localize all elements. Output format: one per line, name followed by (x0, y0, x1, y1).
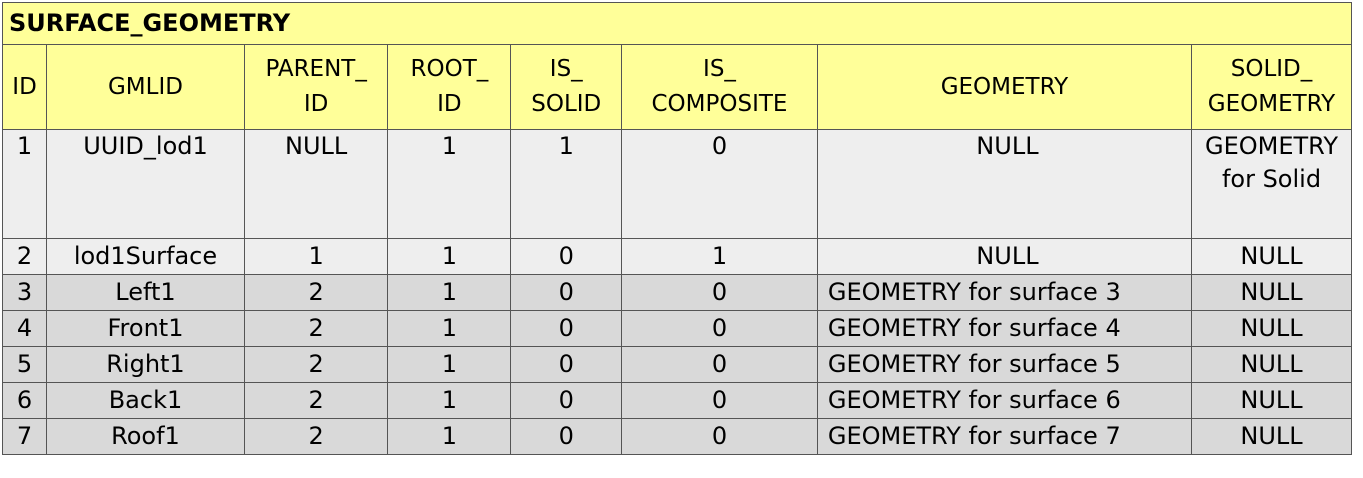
cell-id: 2 (3, 239, 47, 275)
cell-solid-geometry: GEOMETRY for Solid (1192, 130, 1352, 239)
cell-geometry: NULL (817, 239, 1191, 275)
cell-gmlid: UUID_lod1 (47, 130, 245, 239)
cell-is-composite: 0 (622, 275, 818, 311)
cell-is-composite: 1 (622, 239, 818, 275)
cell-is-composite: 0 (622, 130, 818, 239)
cell-solid-geometry: NULL (1192, 419, 1352, 455)
column-header-parent-id: PARENT_ ID (244, 45, 388, 130)
cell-is-composite: 0 (622, 347, 818, 383)
cell-is-solid: 0 (511, 419, 622, 455)
column-header-is-composite: IS_ COMPOSITE (622, 45, 818, 130)
cell-id: 6 (3, 383, 47, 419)
cell-is-composite: 0 (622, 419, 818, 455)
table-header-row (3, 45, 1352, 130)
cell-geometry: GEOMETRY for surface 7 (817, 419, 1191, 455)
cell-gmlid: Left1 (47, 275, 245, 311)
surface-geometry-table-wrapper (2, 2, 1352, 455)
cell-is-solid: 1 (511, 130, 622, 239)
cell-geometry: GEOMETRY for surface 6 (817, 383, 1191, 419)
table-title-row (3, 3, 1352, 45)
column-header-solid-geometry: SOLID_ GEOMETRY (1192, 45, 1352, 130)
cell-is-composite: 0 (622, 311, 818, 347)
cell-gmlid: Roof1 (47, 419, 245, 455)
cell-parent-id: 2 (244, 275, 388, 311)
cell-root-id: 1 (388, 275, 511, 311)
cell-gmlid: Back1 (47, 383, 245, 419)
cell-parent-id: 2 (244, 419, 388, 455)
table-title: SURFACE_GEOMETRY (3, 3, 1352, 45)
cell-solid-geometry: NULL (1192, 383, 1352, 419)
cell-is-solid: 0 (511, 275, 622, 311)
cell-is-solid: 0 (511, 383, 622, 419)
column-header-geometry: GEOMETRY (817, 45, 1191, 130)
cell-is-solid: 0 (511, 239, 622, 275)
cell-solid-geometry: NULL (1192, 347, 1352, 383)
cell-root-id: 1 (388, 419, 511, 455)
cell-root-id: 1 (388, 311, 511, 347)
cell-gmlid: lod1Surface (47, 239, 245, 275)
table-row (3, 239, 1352, 275)
cell-is-composite: 0 (622, 383, 818, 419)
cell-id: 5 (3, 347, 47, 383)
cell-gmlid: Front1 (47, 311, 245, 347)
cell-geometry: NULL (817, 130, 1191, 239)
cell-root-id: 1 (388, 383, 511, 419)
cell-id: 3 (3, 275, 47, 311)
cell-solid-geometry: NULL (1192, 311, 1352, 347)
cell-geometry: GEOMETRY for surface 3 (817, 275, 1191, 311)
table-row (3, 347, 1352, 383)
table-row (3, 311, 1352, 347)
cell-is-solid: 0 (511, 311, 622, 347)
cell-id: 4 (3, 311, 47, 347)
cell-id: 7 (3, 419, 47, 455)
cell-is-solid: 0 (511, 347, 622, 383)
cell-parent-id: NULL (244, 130, 388, 239)
cell-parent-id: 2 (244, 347, 388, 383)
cell-solid-geometry: NULL (1192, 239, 1352, 275)
cell-root-id: 1 (388, 347, 511, 383)
table-row (3, 383, 1352, 419)
surface-geometry-table (2, 2, 1352, 455)
cell-solid-geometry: NULL (1192, 275, 1352, 311)
cell-geometry: GEOMETRY for surface 5 (817, 347, 1191, 383)
cell-gmlid: Right1 (47, 347, 245, 383)
cell-parent-id: 2 (244, 311, 388, 347)
table-row (3, 130, 1352, 239)
table-row (3, 419, 1352, 455)
cell-id: 1 (3, 130, 47, 239)
cell-geometry: GEOMETRY for surface 4 (817, 311, 1191, 347)
column-header-gmlid: GMLID (47, 45, 245, 130)
cell-parent-id: 2 (244, 383, 388, 419)
column-header-is-solid: IS_ SOLID (511, 45, 622, 130)
column-header-id: ID (3, 45, 47, 130)
cell-root-id: 1 (388, 239, 511, 275)
column-header-root-id: ROOT_ ID (388, 45, 511, 130)
cell-root-id: 1 (388, 130, 511, 239)
table-row (3, 275, 1352, 311)
cell-parent-id: 1 (244, 239, 388, 275)
